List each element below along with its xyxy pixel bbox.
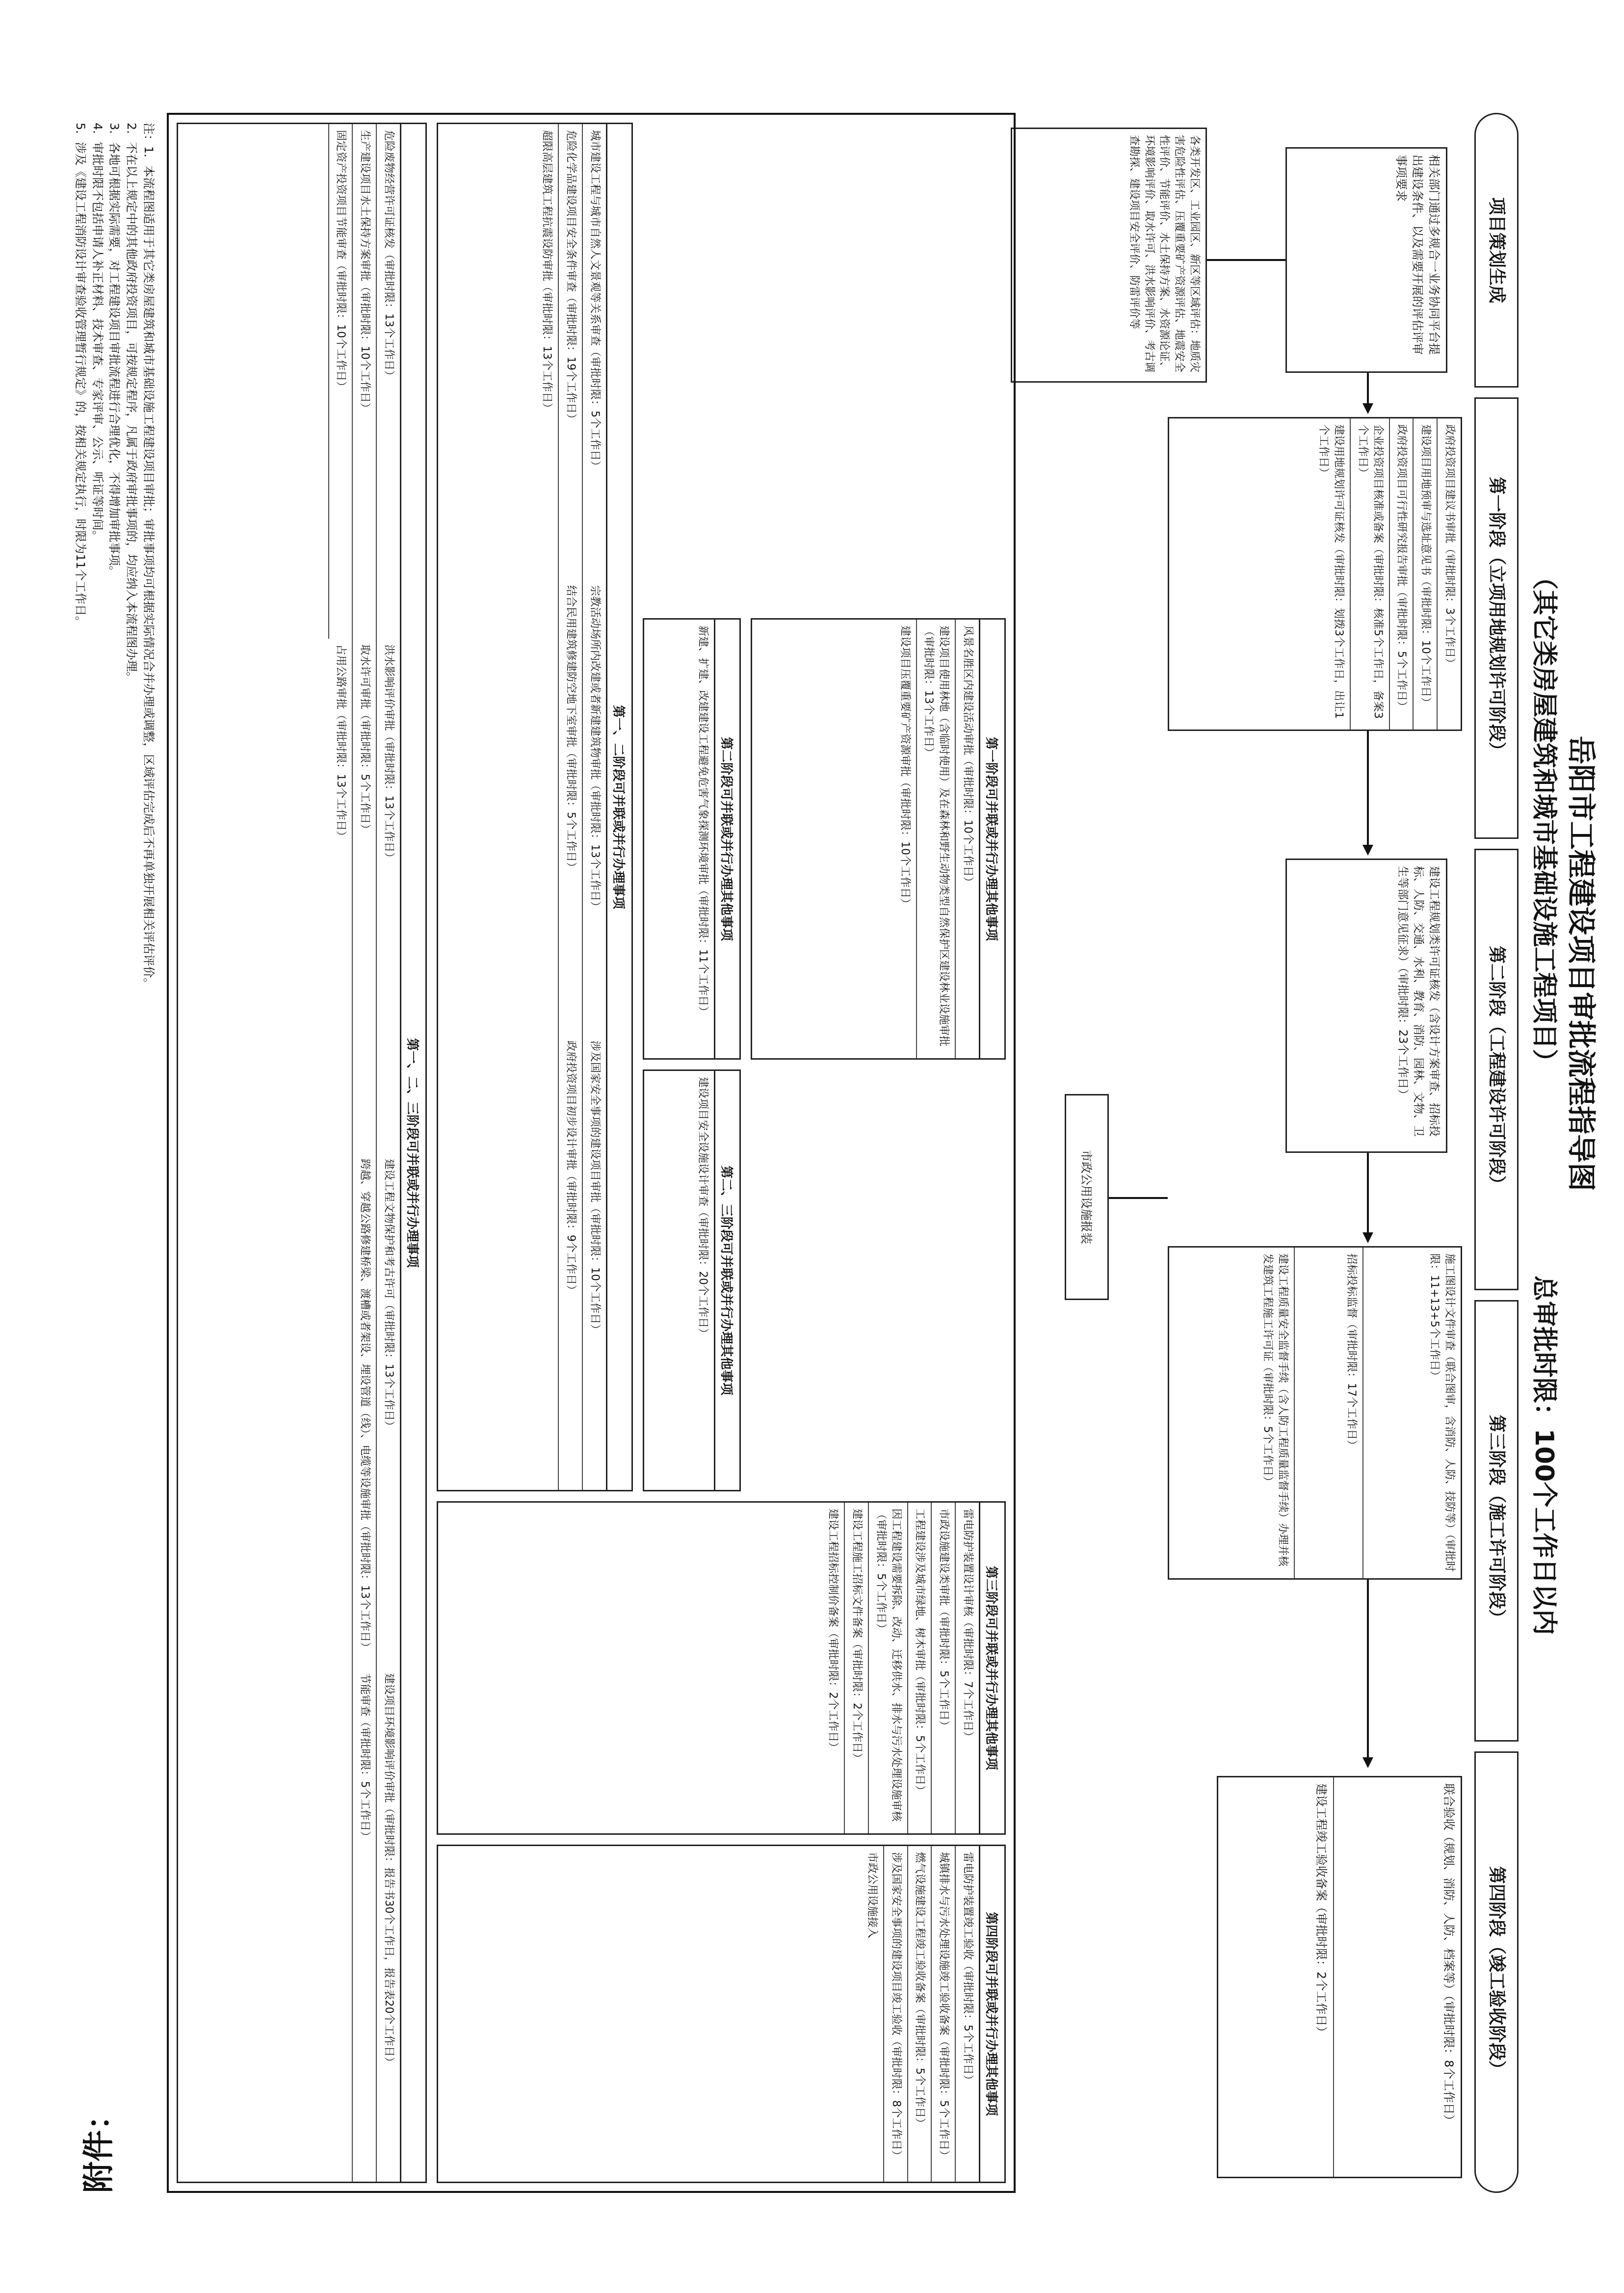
parallel12-item-7: 超限高层建筑工程抗震设防审批（审批时限：13个工作日）	[541, 130, 553, 414]
parallel3-item-6: 建设工程招标控制价备案（审批时限：2个工作日）	[827, 1509, 839, 1753]
parallel-phase2-title: 第二阶段可并联或并行办理其他事项	[714, 620, 739, 1058]
parallel123-item-9: 固定资产投资项目节能审查（审批时限：10个工作日）	[328, 124, 352, 639]
attachment-label: 附件：	[81, 2099, 117, 2193]
phase4-item-1: 联合验收（规划、消防、人防、档案等）（审批时限：8个工作日）	[1333, 1777, 1461, 2177]
parallel123-item-4: 建设项目环境影响评价审批（审批时限：报告书30个工作日，报告表20个工作日）	[376, 1668, 400, 2182]
parallel3-item-3: 工程建设涉及城市绿地、树木审批（审批时限：5个工作日）	[907, 1503, 931, 1833]
parallel123-item-7: 跨越、穿越公路修建桥梁、渡槽或者架设、埋设管道（线）、电缆等设施审批（审批时限：13个工作日）	[352, 1153, 376, 1668]
planning-connector	[1207, 259, 1285, 261]
parallel2-item-1: 新建、扩建、改建建设工程避免危害气象探测环境审批（审批时限：11个工作日）	[697, 625, 709, 1017]
phase1-item-3: 政府投资项目可行性研究报告审批（审批时限：5个工作日）	[1389, 418, 1413, 730]
phase-header-4: 第四阶段（竣工验收阶段）	[1474, 1751, 1519, 2193]
phase3-item-3: 建设工程质量安全监督手续（含人防工程质量监督手续）办理并核发建筑工程施工许可证（审批时限：5个工作日）	[1261, 1253, 1289, 1567]
arrow-phase2-to-phase3	[1367, 1153, 1369, 1241]
parallel12-item-4: 危险化学品建设项目安全条件审查（审批时限：19个工作日）	[558, 124, 582, 579]
planning-box-regional-assessment: 各类开发区、工业园区、新区等区域评估：地质灾害危险性评估、压覆重要矿产资源评估、地震安全性评价、节能评价、水土保持方案、水资源论证、环境影响评价、取水许可、洪水影响评价、考古调查勘探、建设项目安全评价、防雷评价等	[1011, 128, 1207, 383]
parallel123-item-1: 危险废物经营许可证核发（审批时限：13个工作日）	[376, 124, 400, 639]
planning-box-departments: 相关部门通过多规合一业务协同平台提出建设条件、以及需要开展的评估评审事项要求	[1285, 147, 1447, 373]
parallel-phase1	[751, 618, 1006, 1060]
note-3: 3．各地可根据实际需要，对工程建设项目审批流程进行合理优化，不得增加审批事项。	[107, 123, 122, 578]
parallel3-item-2: 市政设施建设类审批（审批时限：5个工作日）	[931, 1503, 955, 1833]
phase1-item-4: 企业投资项目核准或备案（审批时限：核准5个工作日，备案3个工作日）	[1350, 418, 1389, 730]
parallel23-item-1: 建设项目安全设施设计审查（审批时限：20个工作日）	[697, 1077, 709, 1339]
parallel4-item-4: 涉及国家安全事项的建设项目竣工验收（审批时限：8个工作日）	[883, 1846, 907, 2182]
parallel123-item-8: 节能审查（审批时限：5个工作日）	[352, 1668, 376, 2182]
parallel1-item-3: 建设项目压覆重要矿产资源审批（审批时限：10个工作日）	[898, 625, 911, 909]
parallel12-item-2: 宗教活动场所内改建或者新建建筑物审批（审批时限：13个工作日）	[582, 579, 606, 1035]
parallel123-item-2: 洪水影响评价审批（审批时限：13个工作日）	[376, 639, 400, 1153]
parallel-phase1-title: 第一阶段可并联或并行办理其他事项	[979, 620, 1004, 1058]
utility-hookup: 市政公用设施报装	[1065, 1094, 1109, 1300]
parallel-phase123-title: 第一、二、三阶段可并联或并行办理事项	[400, 124, 425, 2182]
parallel-phase3-title: 第三阶段可并联或并行办理其他事项	[979, 1503, 1004, 1833]
parallel12-item-1: 城市建设工程与城市自然人文景观等关系审查（审批时限：5个工作日）	[582, 124, 606, 579]
parallel-phase23	[643, 1069, 741, 1491]
phase-header-1: 第一阶段（立项用地规划许可阶段）	[1474, 397, 1519, 839]
notes	[72, 123, 157, 2183]
parallel3-item-4: 因工程建设需要拆除、改动、迁移供水、排水与污水处理设施审核（审批时限：5个工作日）	[868, 1503, 907, 1833]
phase1-item-2: 建设项目用地预审与选址意见书（审批时限：10个工作日）	[1413, 418, 1437, 730]
parallel-phase4-title: 第四阶段可并联或并行办理其他事项	[979, 1846, 1004, 2182]
phase2-planning-permit: 建设工程规划类许可证核发（含设计方案审查、招标投标、人防、交通、水利、教育、消防、园林、文物、卫生等部门意见征求）（审批时限：23个工作日）	[1285, 859, 1447, 1153]
page-title: 岳阳市工程建设项目审批流程指导图	[1565, 736, 1598, 1192]
parallel12-item-6: 政府投资项目初步设计审批（审批时限：9个工作日）	[558, 1035, 582, 1490]
parallel-phase123	[177, 123, 427, 2183]
parallel123-item-5: 生产建设项目水土保持方案审批（审批时限：10个工作日）	[352, 124, 376, 639]
phase3-item-2: 招标投标监督（审批时限：17个工作日）	[1294, 1248, 1362, 1578]
parallel12-item-3: 涉及国家安全事项的建设项目审批（审批时限：10个工作日）	[582, 1035, 606, 1490]
parallel3-item-1: 雷电防护装置设计审核（审批时限：7个工作日）	[955, 1503, 979, 1833]
parallel-phase23-title: 第二、三阶段可并联或并行办理其他事项	[714, 1071, 739, 1490]
page-subtitle: （其它类房屋建筑和城市基础设施工程项目）	[1529, 564, 1559, 1075]
arrow-phase3-to-phase4	[1367, 1580, 1369, 1766]
parallel-phase12	[437, 123, 633, 1491]
parallel4-item-1: 雷电防护装置竣工验收（审批时限：5个工作日）	[955, 1846, 979, 2182]
phase4-group	[1217, 1776, 1462, 2178]
parallel123-item-10: 占用公路审批（审批时限：13个工作日）	[335, 644, 347, 842]
parallel1-item-2: 建设项目使用林地（含临时使用）及在森林和野生动物类型自然保护区建设林业设施审批（审批时限：13个工作日）	[916, 620, 955, 1058]
utility-connector	[1109, 1197, 1168, 1199]
note-2: 2．不在以上规定中的其他政府投资项目，可按规定程序，凡属于政府审批事项的，均应纳入本流程图办理。	[125, 123, 139, 684]
parallel3-item-5: 建设工程施工招标文件备案（审批时限：2个工作日）	[844, 1503, 868, 1833]
arrow-phase1-to-phase2	[1367, 731, 1369, 854]
arrow-planning-to-phase1	[1367, 373, 1369, 412]
phase4-item-2: 建设工程竣工验收备案（审批时限：2个工作日）	[1314, 1783, 1328, 2038]
parallel123-item-6: 取水许可审批（审批时限：5个工作日）	[352, 639, 376, 1153]
parallel-phase4	[437, 1845, 1006, 2183]
note-5: 5．涉及《建设工程消防设计审查验收管理暂行规定》的，按相关规定执行，时限为11个工作日。	[73, 123, 87, 628]
phase-header-planning: 项目策划生成	[1474, 113, 1519, 388]
phase1-item-5: 建设用地规划许可证核发（审批时限：划拨3个工作日，出让1个工作日）	[1317, 424, 1345, 719]
phase-header-2: 第二阶段（工程建设许可阶段）	[1474, 849, 1519, 1290]
phase3-group	[1168, 1246, 1462, 1580]
note-4: 4．审批时限不包括申请人补正材料、技术审查、专家评审、公示、听证等时间。	[90, 123, 105, 543]
phase-header-3: 第三阶段（施工许可阶段）	[1474, 1300, 1519, 1742]
parallel1-item-1: 风景名胜区内建设活动审批（审批时限：10个工作日）	[955, 620, 979, 1058]
parallel-phase12-title: 第一、二阶段可并联或并行办理事项	[606, 124, 631, 1490]
phase3-item-1: 施工图设计文件审查（联合图审，含消防、人防、技防等）（审批时限：11+13+5个工作日）	[1362, 1248, 1461, 1578]
phase1-item-1: 政府投资项目建议书审批（审批时限：3个工作日）	[1437, 418, 1461, 730]
note-1: 注：1．本流程图适用于其它类房屋建筑和城市基础设施工程建设项目审批；审批事项均可根据实际情况合并办理或调整，区域评估完成后不再单独开展相关评估评价。	[142, 123, 156, 990]
parallel4-item-2: 城镇排水与污水处理设施竣工验收备案（审批时限：5个工作日）	[931, 1846, 955, 2182]
parallel-phase2	[643, 618, 741, 1060]
parallel12-item-5: 结合民用建筑修建防空地下室审批（审批时限：5个工作日）	[558, 579, 582, 1035]
parallel123-item-3: 建设工程文物保护和考古许可（审批时限：13个工作日）	[376, 1153, 400, 1668]
phase1-group	[1168, 417, 1462, 731]
parallel-phase3	[437, 1501, 1006, 1835]
parallel4-item-3: 燃气设施建设工程竣工验收备案（审批时限：5个工作日）	[907, 1846, 931, 2182]
total-time-limit: 总审批时限：100个工作日以内	[1529, 1276, 1559, 1635]
parallel4-item-5: 市政公用设施接入	[865, 1852, 878, 1939]
